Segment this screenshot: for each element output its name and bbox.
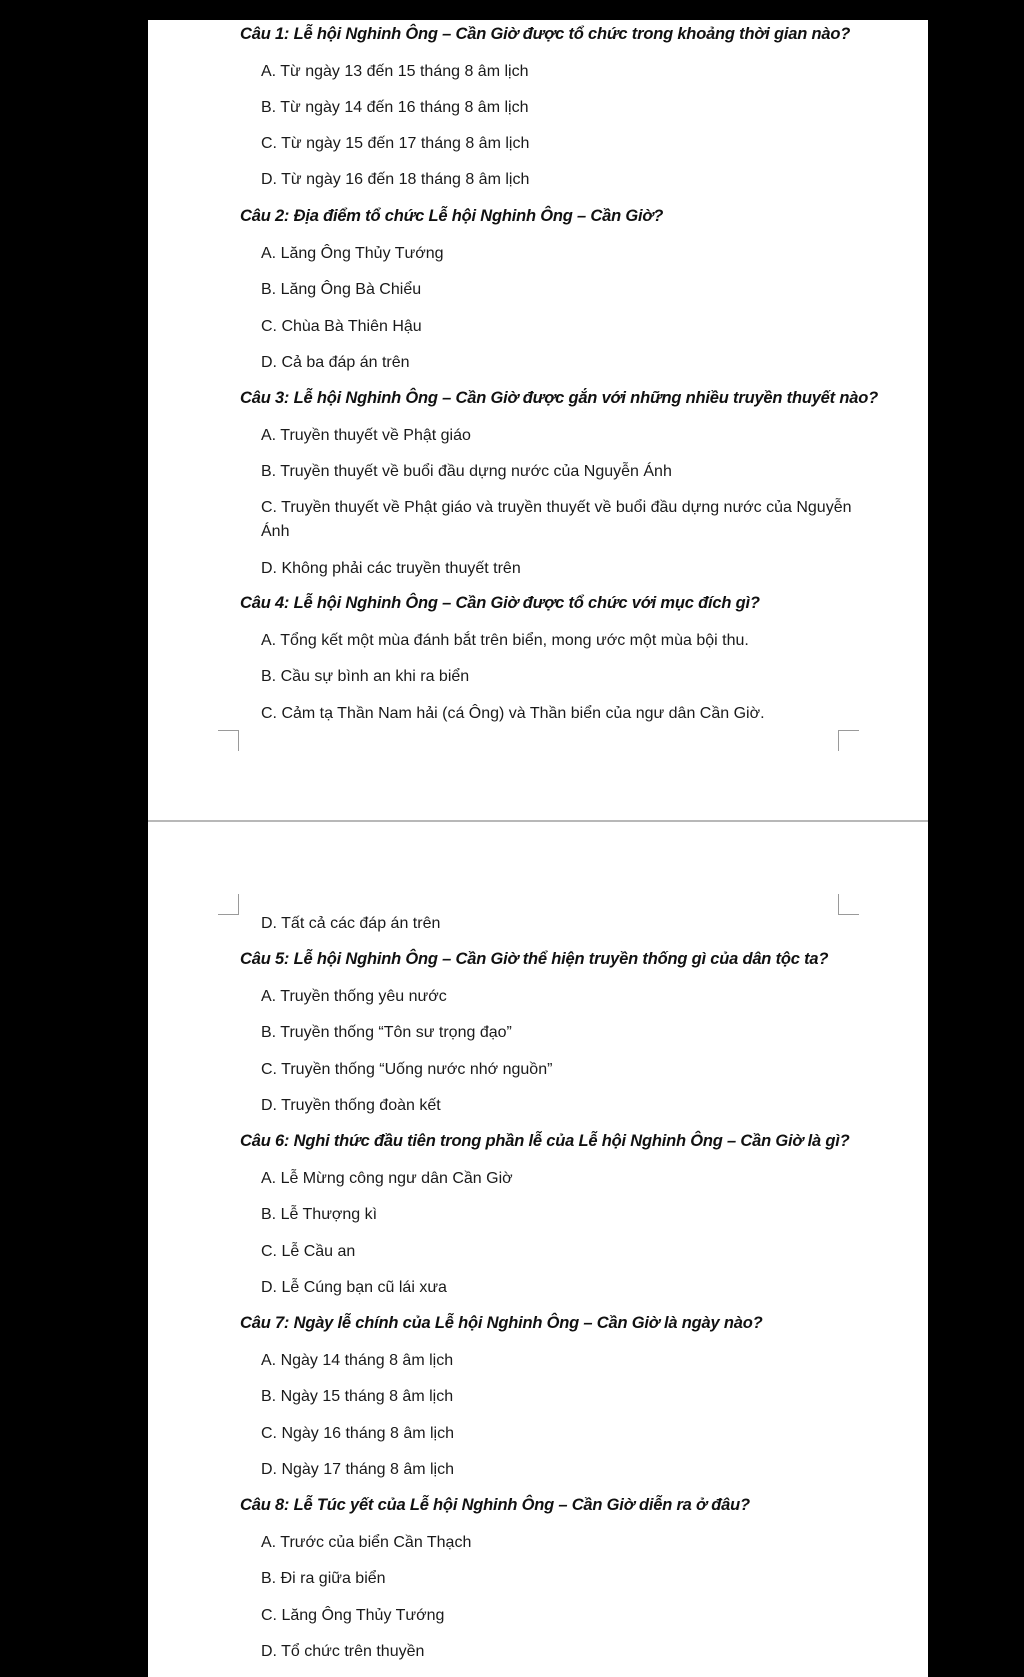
question-1-option-b: B. Từ ngày 14 đến 16 tháng 8 âm lịch: [261, 99, 529, 116]
question-8-option-d: D. Tổ chức trên thuyền: [261, 1643, 425, 1660]
question-2-option-d: D. Cả ba đáp án trên: [261, 354, 410, 371]
question-4: Câu 4: Lễ hội Nghinh Ông – Cần Giờ được tổ chức với mục đích gì?: [240, 594, 760, 612]
question-6-option-c: C. Lễ Cầu an: [261, 1243, 356, 1260]
question-8-option-b: B. Đi ra giữa biển: [261, 1570, 386, 1587]
question-1-option-c: C. Từ ngày 15 đến 17 tháng 8 âm lịch: [261, 135, 530, 152]
question-8-option-c: C. Lăng Ông Thủy Tướng: [261, 1607, 445, 1624]
question-7: Câu 7: Ngày lễ chính của Lễ hội Nghinh Ông – Cần Giờ là ngày nào?: [240, 1314, 763, 1332]
question-4-option-c: C. Cảm tạ Thần Nam hải (cá Ông) và Thần biển của ngư dân Cần Giờ.: [261, 705, 765, 722]
document-page-1: [148, 20, 928, 820]
question-3-option-b: B. Truyền thuyết về buổi đầu dựng nước của Nguyễn Ánh: [261, 463, 672, 480]
question-2: Câu 2: Địa điểm tổ chức Lễ hội Nghinh Ông – Cần Giờ?: [240, 207, 664, 225]
question-4-option-a: A. Tổng kết một mùa đánh bắt trên biển, mong ước một mùa bội thu.: [261, 632, 749, 649]
question-7-option-d: D. Ngày 17 tháng 8 âm lịch: [261, 1461, 454, 1478]
question-4-option-d: D. Tất cả các đáp án trên: [261, 915, 441, 932]
question-1-option-d: D. Từ ngày 16 đến 18 tháng 8 âm lịch: [261, 171, 530, 188]
question-7-option-a: A. Ngày 14 tháng 8 âm lịch: [261, 1352, 454, 1369]
question-6-option-a: A. Lễ Mừng công ngư dân Cần Giờ: [261, 1170, 513, 1187]
question-3-option-a: A. Truyền thuyết về Phật giáo: [261, 427, 471, 444]
question-2-option-c: C. Chùa Bà Thiên Hậu: [261, 318, 422, 335]
question-8: Câu 8: Lễ Túc yết của Lễ hội Nghinh Ông – Cần Giờ diễn ra ở đâu?: [240, 1496, 750, 1514]
question-6-option-d: D. Lễ Cúng bạn cũ lái xưa: [261, 1279, 447, 1296]
question-4-option-b: B. Cầu sự bình an khi ra biển: [261, 668, 470, 685]
question-3-option-d: D. Không phải các truyền thuyết trên: [261, 560, 521, 577]
question-2-option-b: B. Lăng Ông Bà Chiểu: [261, 281, 422, 298]
question-5-option-b: B. Truyền thống “Tôn sư trọng đạo”: [261, 1024, 512, 1041]
document-page-2: [148, 822, 928, 1677]
question-5-option-c: C. Truyền thống “Uống nước nhớ nguồn”: [261, 1061, 553, 1078]
question-5-option-a: A. Truyền thống yêu nước: [261, 988, 447, 1005]
question-1-option-a: A. Từ ngày 13 đến 15 tháng 8 âm lịch: [261, 63, 529, 80]
question-8-option-a: A. Trước của biển Cần Thạch: [261, 1534, 472, 1551]
question-3: Câu 3: Lễ hội Nghinh Ông – Cần Giờ được gắn với những nhiều truyền thuyết nào?: [240, 389, 878, 407]
question-3-option-c: C. Truyền thuyết về Phật giáo và truyền thuyết về buổi đầu dựng nước của Nguyễn Ánh: [261, 499, 852, 540]
question-5: Câu 5: Lễ hội Nghinh Ông – Cần Giờ thể hiện truyền thống gì của dân tộc ta?: [240, 950, 829, 968]
crop-mark: [218, 894, 239, 915]
question-7-option-c: C. Ngày 16 tháng 8 âm lịch: [261, 1425, 454, 1442]
crop-mark: [838, 730, 859, 751]
question-7-option-b: B. Ngày 15 tháng 8 âm lịch: [261, 1388, 454, 1405]
question-6: Câu 6: Nghi thức đầu tiên trong phần lễ của Lễ hội Nghinh Ông – Cần Giờ là gì?: [240, 1132, 850, 1150]
question-5-option-d: D. Truyền thống đoàn kết: [261, 1097, 441, 1114]
crop-mark: [218, 730, 239, 751]
question-2-option-a: A. Lăng Ông Thủy Tướng: [261, 245, 444, 262]
question-6-option-b: B. Lễ Thượng kì: [261, 1206, 378, 1223]
question-1: Câu 1: Lễ hội Nghinh Ông – Cần Giờ được tổ chức trong khoảng thời gian nào?: [240, 25, 851, 43]
